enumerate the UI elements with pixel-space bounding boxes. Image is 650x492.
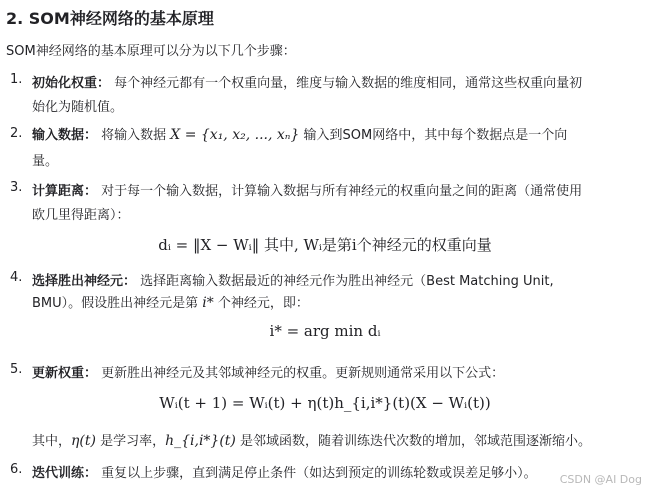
step-2-line-1 [32,124,567,143]
step-2-title: 输入数据： [32,128,98,143]
step-4-math-winner: i* [202,295,214,311]
step-1-line-1 [32,72,582,91]
argmin-formula: i* = arg min dᵢ [269,322,381,340]
step-1-number: 1. [10,72,23,87]
step-3-line-2: 欧几里得距离）： [32,208,130,223]
step-5-note-post: 是邻域函数，随着训练迭代次数的增加，邻域范围逐渐缩小。 [235,434,592,449]
update-formula: Wᵢ(t + 1) = Wᵢ(t) + η(t)h_{i,i*}(t)(X − Wᵢ(t)) [159,394,491,412]
step-1-title: 初始化权重： [32,76,111,91]
step-1-text: 每个神经元都有一个权重向量，维度与输入数据的维度相同，通常这些权重向量初 [114,76,583,91]
step-4-line-1 [32,270,554,289]
neighborhood-function-symbol: h_{i,i*}(t) [165,433,236,449]
step-5-title: 更新权重： [32,366,98,381]
step-5-number: 5. [10,362,23,377]
intro-text: SOM神经网络的基本原理可以分为以下几个步骤： [6,44,296,59]
step-2-text-pre: 将输入数据 [101,128,171,143]
step-4-text: 选择距离输入数据最近的神经元作为胜出神经元（Best Matching Unit, [140,274,554,289]
step-1-line-2: 始化为随机值。 [32,100,124,115]
distance-formula: dᵢ = ‖X − Wᵢ‖ 其中, Wᵢ是第i个神经元的权重向量 [158,236,492,254]
step-4-title: 选择胜出神经元： [32,274,137,289]
step-3-title: 计算距离： [32,184,98,199]
step-6-line-1 [32,462,537,481]
watermark: CSDN @AI Dog [559,473,642,486]
step-6-title: 迭代训练： [32,466,98,481]
step-2-line-2: 量。 [32,154,59,169]
step-4-text-post: 个神经元，即： [213,296,309,311]
step-4-number: 4. [10,270,23,285]
step-3-line-1 [32,180,582,199]
step-5-text: 更新胜出神经元及其邻域神经元的权重。更新规则通常采用以下公式： [101,366,505,381]
step-5-note-pre: 其中， [32,434,72,449]
section-heading: 2. SOM神经网络的基本原理 [6,9,214,28]
step-5-note-mid: 是学习率， [95,434,166,449]
step-5-line-1 [32,362,504,381]
step-6-number: 6. [10,462,23,477]
learning-rate-symbol: η(t) [71,433,96,449]
step-4-line-2 [32,292,309,311]
step-5-note [32,430,591,449]
step-6-text: 重复以上步骤，直到满足停止条件（如达到预定的训练轮数或误差足够小）。 [101,466,537,481]
step-2-text-post: 输入到SOM网络中，其中每个数据点是一个向 [303,128,568,143]
step-3-number: 3. [10,180,23,195]
step-4-text-pre: BMU）。假设胜出神经元是第 [32,296,203,311]
step-3-text: 对于每一个输入数据，计算输入数据与所有神经元的权重向量之间的距离（通常使用 [101,184,583,199]
step-2-math-input-set: X = {x₁, x₂, ..., xₙ} [170,127,300,143]
step-2-number: 2. [10,126,23,141]
